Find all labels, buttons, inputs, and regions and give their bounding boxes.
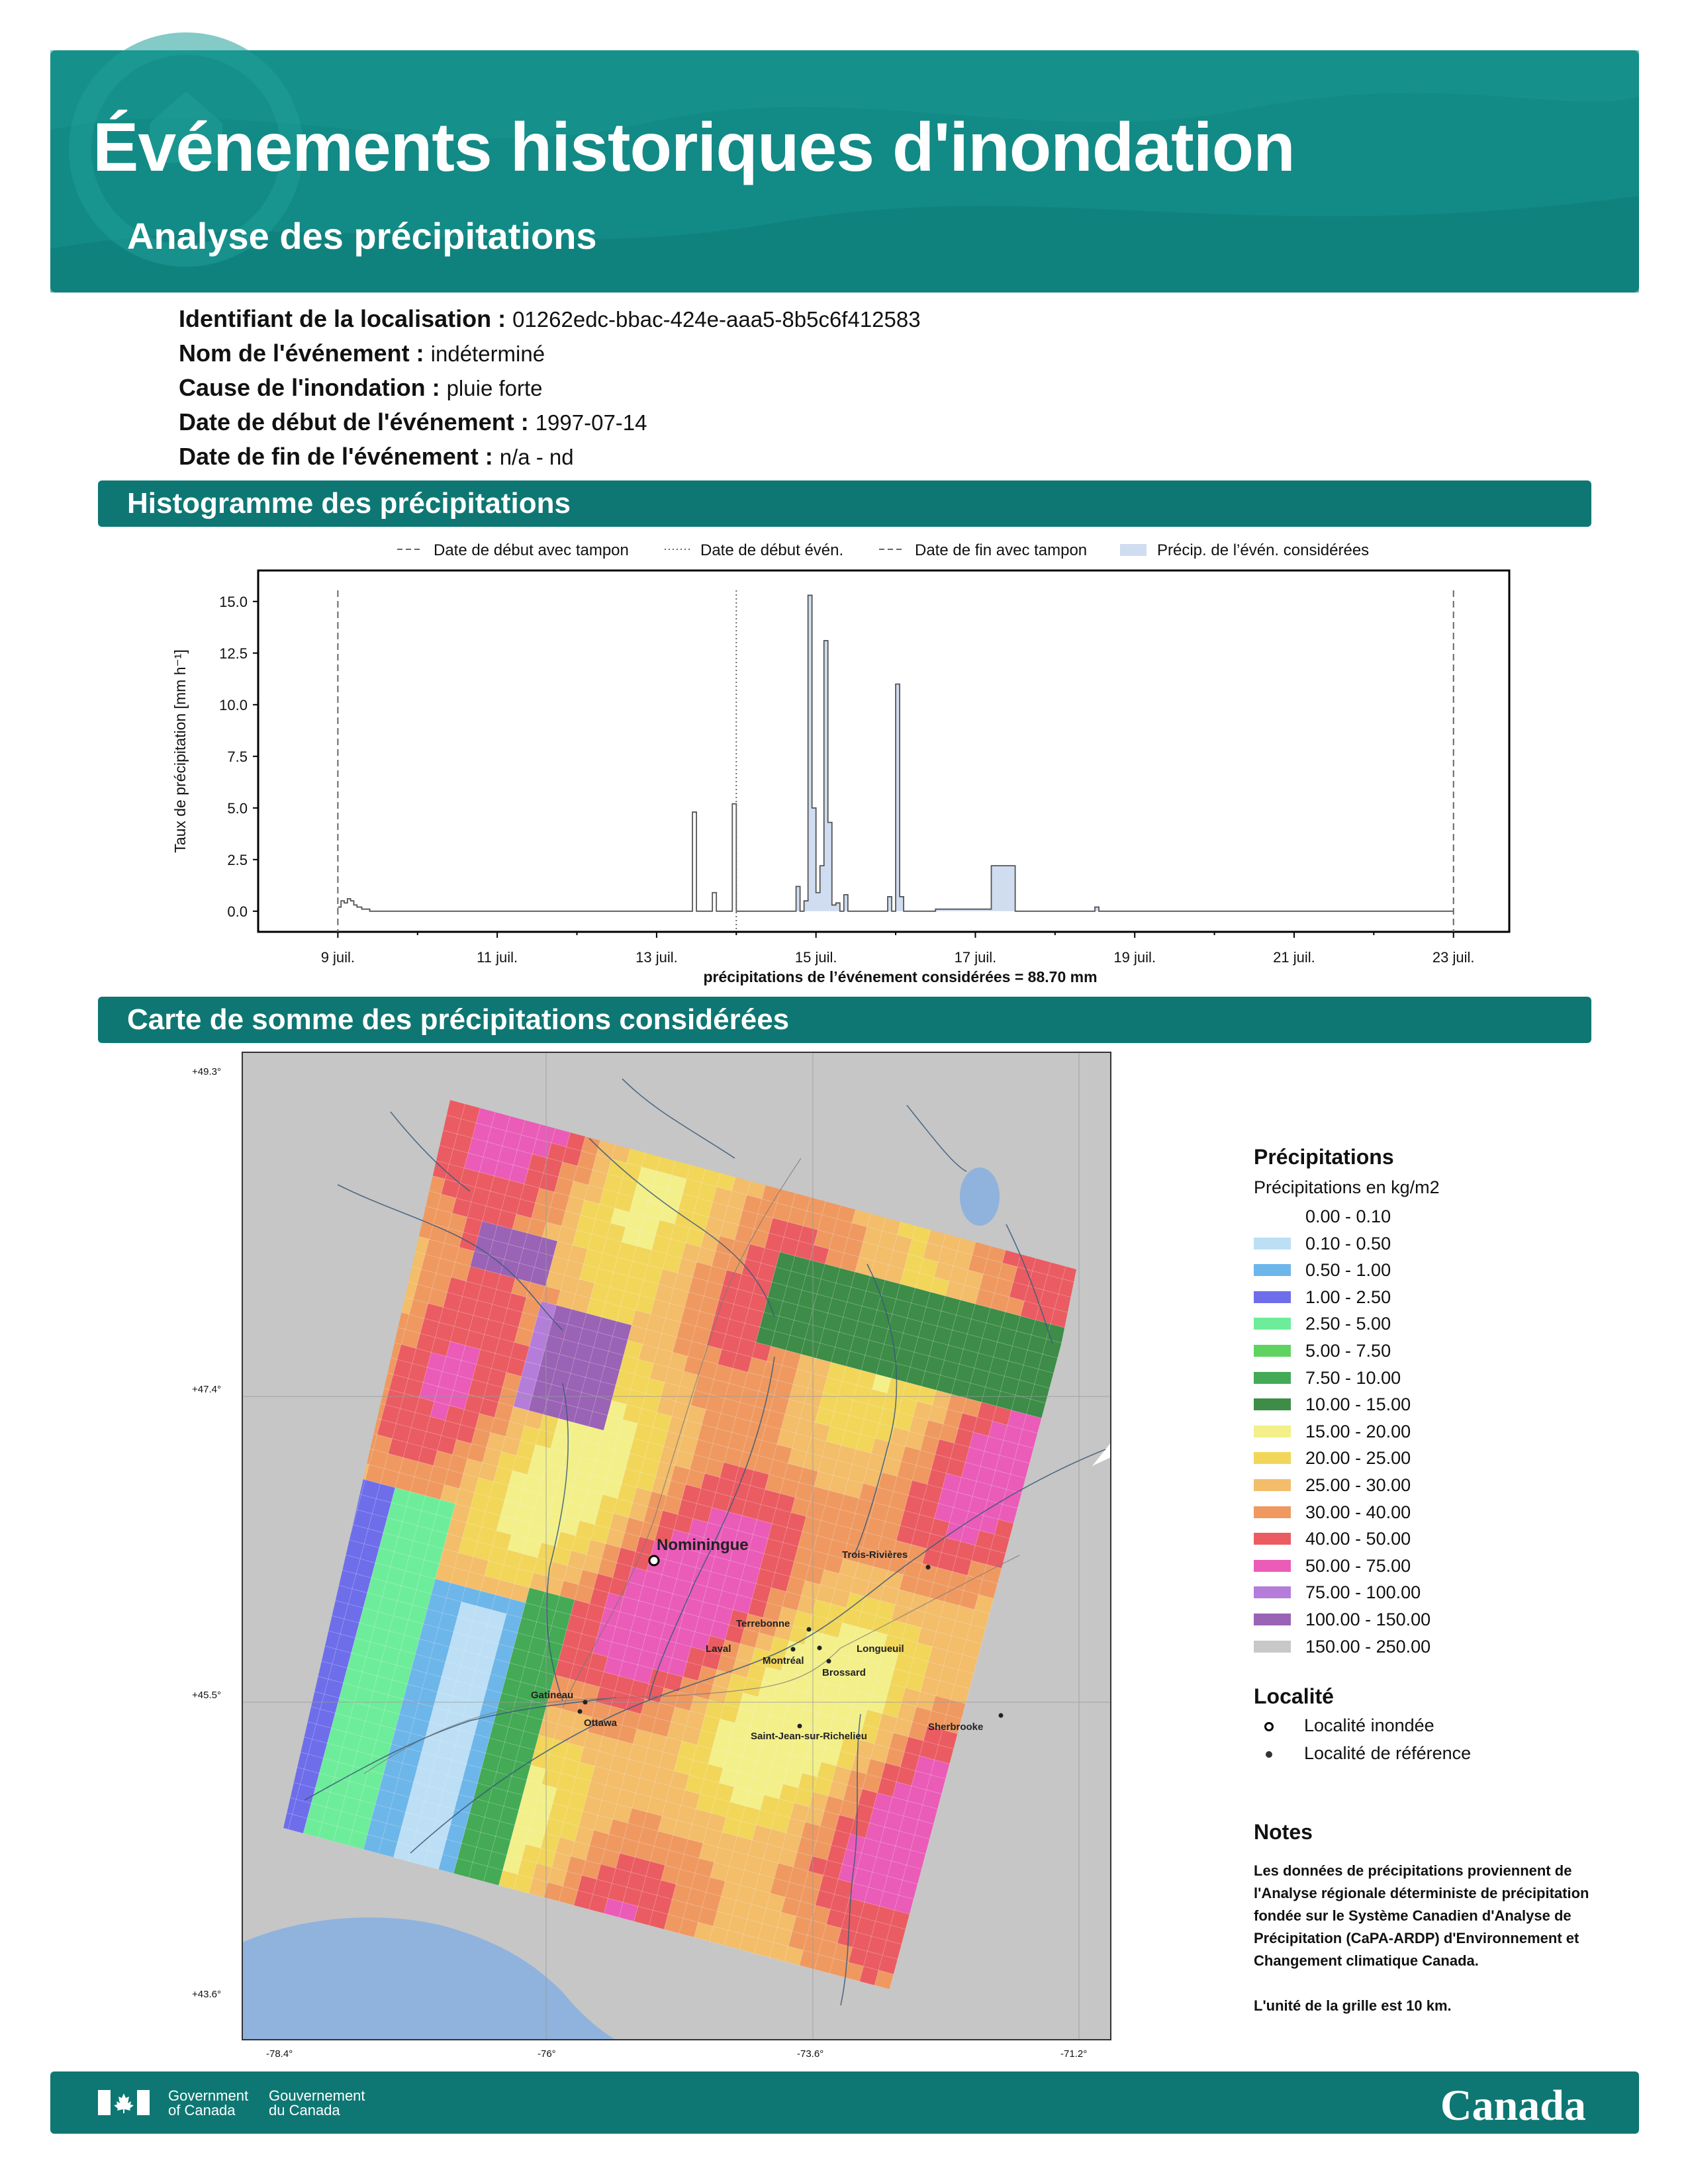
legend-swatch [1254, 1345, 1291, 1357]
lat-label: +43.6° [192, 1989, 221, 2000]
legend-swatch [1254, 1614, 1291, 1625]
place-label-gatineau: Gatineau [531, 1690, 574, 1701]
legend-item [1254, 1365, 1624, 1392]
info-label: Nom de l'événement : [179, 340, 424, 367]
y-tick-label: 2.5 [227, 851, 248, 868]
y-tick-label: 5.0 [227, 799, 248, 817]
precipitation-histogram [172, 529, 1523, 993]
place-label-ottawa: Ottawa [584, 1717, 618, 1729]
event-info [179, 302, 1503, 474]
legend-range-label: 2.50 - 5.00 [1305, 1314, 1391, 1334]
y-tick-label: 0.0 [227, 903, 248, 920]
y-tick-label: 10.0 [219, 696, 248, 713]
notes-title: Notes [1254, 1820, 1313, 1844]
lon-label: -76° [538, 2048, 556, 2060]
info-label: Identifiant de la localisation : [179, 305, 506, 332]
legend-range-label: 5.00 - 7.50 [1305, 1340, 1391, 1361]
legend-swatch [1254, 1479, 1291, 1491]
plot-area [219, 570, 1509, 966]
x-tick-label: 19 juil. [1113, 949, 1156, 966]
gov-fr-line2: du Canada [269, 2102, 340, 2118]
x-tick-label: 15 juil. [794, 949, 837, 966]
section-title-histogram: Histogramme des précipitations [98, 480, 1591, 527]
legend-swatch [1254, 1533, 1291, 1545]
legend-range-label: 75.00 - 100.00 [1305, 1582, 1421, 1603]
y-tick-label: 15.0 [219, 593, 248, 610]
legend-range-label: 20.00 - 25.00 [1305, 1448, 1411, 1469]
gov-fr-line1: Gouvernement [269, 2087, 365, 2104]
notes-body [1254, 1860, 1598, 2017]
reference-locality-marker [798, 1724, 802, 1729]
reference-locality-marker [578, 1709, 583, 1714]
legend-subtitle: Précipitations en kg/m2 [1254, 1177, 1440, 1197]
legend-swatch [1254, 1641, 1291, 1653]
info-row-location-id [179, 302, 1503, 336]
legend-range-label: 15.00 - 20.00 [1305, 1421, 1411, 1441]
reference-locality-marker [791, 1647, 796, 1652]
y-tick-label: 12.5 [219, 645, 248, 662]
locality-reference-label: Localité de référence [1304, 1743, 1472, 1763]
legend-label-event-precip: Précip. de l’évén. considérées [1157, 541, 1370, 559]
legend-range-label: 50.00 - 75.00 [1305, 1555, 1411, 1576]
lon-label: -78.4° [266, 2048, 293, 2060]
header-banner [50, 50, 1639, 293]
section-title-map: Carte de somme des précipitations considérées [98, 997, 1591, 1043]
lat-label: +45.5° [192, 1690, 221, 1701]
legend-range-label: 10.00 - 15.00 [1305, 1394, 1411, 1415]
info-value: 01262edc-bbac-424e-aaa5-8b5c6f412583 [512, 307, 921, 332]
legend-title: Précipitations [1254, 1145, 1394, 1169]
legend-label-buffer-end: Date de fin avec tampon [915, 541, 1088, 559]
legend-range-label: 1.00 - 2.50 [1305, 1287, 1391, 1307]
legend-swatch-event-precip [1120, 544, 1147, 556]
legend-swatch [1254, 1586, 1291, 1598]
legend-item [1254, 1525, 1624, 1553]
info-row-event-name [179, 336, 1503, 371]
place-label-brossard: Brossard [822, 1667, 866, 1678]
legend-item [1254, 1391, 1624, 1418]
legend-item [1254, 1606, 1624, 1633]
notes-grid-unit: L'unité de la grille est 10 km. [1254, 1997, 1452, 2014]
reference-locality-marker [583, 1700, 588, 1705]
info-value: indéterminé [430, 341, 545, 366]
gov-en [168, 2089, 248, 2118]
legend-item [1254, 1633, 1624, 1661]
legend-range-label: 0.50 - 1.00 [1305, 1260, 1391, 1281]
x-axis-label: précipitations de l’événement considérées = 88.70 mm [703, 968, 1098, 985]
x-tick-label: 17 juil. [954, 949, 997, 966]
x-tick-label: 23 juil. [1432, 949, 1475, 966]
legend-range-label: 0.10 - 0.50 [1305, 1233, 1391, 1253]
legend-range-label: 150.00 - 250.00 [1305, 1636, 1431, 1657]
flooded-locality-marker [649, 1556, 659, 1565]
legend-swatch [1254, 1452, 1291, 1464]
info-row-flood-cause [179, 371, 1503, 405]
lat-label: +47.4° [192, 1384, 221, 1395]
place-label-sherbrooke: Sherbrooke [928, 1721, 984, 1733]
canada-flag-icon [98, 2090, 150, 2115]
gov-en-line1: Government [168, 2087, 249, 2104]
legend-swatch [1254, 1372, 1291, 1384]
page-title: Événements historiques d'inondation [93, 109, 1295, 186]
legend-item [1254, 1338, 1624, 1365]
legend-swatch [1254, 1560, 1291, 1572]
gov-fr [269, 2089, 365, 2118]
legend-label-buffer-start: Date de début avec tampon [434, 541, 629, 559]
place-label-nominingue: Nominingue [657, 1536, 749, 1554]
legend-item [1254, 1203, 1624, 1230]
precip-legend [1254, 1145, 1624, 1660]
plot-frame [258, 570, 1509, 932]
place-label-terrebonne: Terrebonne [736, 1618, 790, 1629]
legend-swatch [1254, 1398, 1291, 1410]
info-row-start-date [179, 405, 1503, 439]
legend-item [1254, 1499, 1624, 1526]
lake-saint-jean [960, 1167, 1000, 1226]
chart-legend [397, 541, 1369, 559]
legend-swatch [1254, 1238, 1291, 1250]
x-tick-label: 21 juil. [1273, 949, 1315, 966]
locality-flooded-item [1254, 1715, 1434, 1736]
flooded-marker-icon [1264, 1722, 1274, 1731]
place-label-montreal: Montréal [763, 1655, 804, 1666]
page-subtitle: Analyse des précipitations [127, 215, 597, 257]
info-value: 1997-07-14 [535, 410, 647, 435]
legend-swatch [1254, 1506, 1291, 1518]
legend-swatch [1254, 1210, 1291, 1222]
legend-item [1254, 1284, 1624, 1311]
locality-flooded-label: Localité inondée [1304, 1715, 1434, 1735]
legend-swatch [1254, 1264, 1291, 1276]
legend-range-label: 7.50 - 10.00 [1305, 1367, 1401, 1388]
legend-item [1254, 1445, 1624, 1472]
info-label: Date de fin de l'événement : [179, 443, 493, 470]
legend-swatch [1254, 1291, 1291, 1303]
info-label: Cause de l'inondation : [179, 374, 440, 401]
legend-item [1254, 1579, 1624, 1606]
reference-locality-marker [818, 1646, 822, 1651]
lon-label: -71.2° [1060, 2048, 1088, 2060]
reference-locality-marker [807, 1627, 812, 1632]
info-label: Date de début de l'événement : [179, 408, 529, 435]
x-tick-label: 9 juil. [320, 949, 355, 966]
canada-wordmark: Canada [1440, 2081, 1586, 2130]
reference-locality-marker [827, 1659, 831, 1664]
legend-item [1254, 1257, 1624, 1284]
place-label-longueuil: Longueuil [857, 1643, 904, 1655]
x-tick-label: 11 juil. [477, 949, 518, 966]
lat-label: +49.3° [192, 1066, 221, 1077]
lon-label: -73.6° [797, 2048, 824, 2060]
legend-item [1254, 1418, 1624, 1445]
info-row-end-date [179, 439, 1503, 474]
info-value: pluie forte [446, 376, 543, 400]
legend-item [1254, 1230, 1624, 1257]
footer [50, 2071, 1639, 2134]
legend-range-label: 40.00 - 50.00 [1305, 1529, 1411, 1549]
locality-reference-item [1254, 1743, 1471, 1764]
legend-swatch [1254, 1318, 1291, 1330]
legend-item [1254, 1472, 1624, 1499]
notes-text: Les données de précipitations proviennent de l'Analyse régionale déterministe de précipitation fondée sur le Système Canadien d'Analyse de Précipitation (CaPA-ARDP) d'Environnement et Changement climatique Canada. [1254, 1862, 1589, 1969]
legend-range-label: 25.00 - 30.00 [1305, 1475, 1411, 1495]
place-label-saint-jean: Saint-Jean-sur-Richelieu [751, 1731, 867, 1742]
x-tick-label: 13 juil. [635, 949, 678, 966]
y-tick-label: 7.5 [227, 748, 248, 765]
reference-locality-marker [999, 1713, 1004, 1718]
legend-range-label: 100.00 - 150.00 [1305, 1609, 1431, 1629]
info-value: n/a - nd [499, 445, 574, 469]
precipitation-map [192, 1052, 1132, 2060]
locality-title: Localité [1254, 1684, 1334, 1708]
place-label-trois-rivieres: Trois-Rivières [842, 1549, 908, 1561]
legend-item [1254, 1310, 1624, 1338]
y-axis-label: Taux de précipitation [mm h⁻¹] [171, 649, 189, 853]
legend-label-event-start: Date de début évén. [700, 541, 844, 559]
legend-range-label: 30.00 - 40.00 [1305, 1502, 1411, 1522]
legend-swatch [1254, 1426, 1291, 1437]
reference-locality-marker [926, 1565, 931, 1570]
gov-en-line2: of Canada [168, 2102, 236, 2118]
legend-range-label: 0.00 - 0.10 [1305, 1206, 1391, 1226]
reference-marker-icon [1266, 1751, 1272, 1758]
legend-item [1254, 1553, 1624, 1580]
place-label-laval: Laval [706, 1643, 731, 1655]
